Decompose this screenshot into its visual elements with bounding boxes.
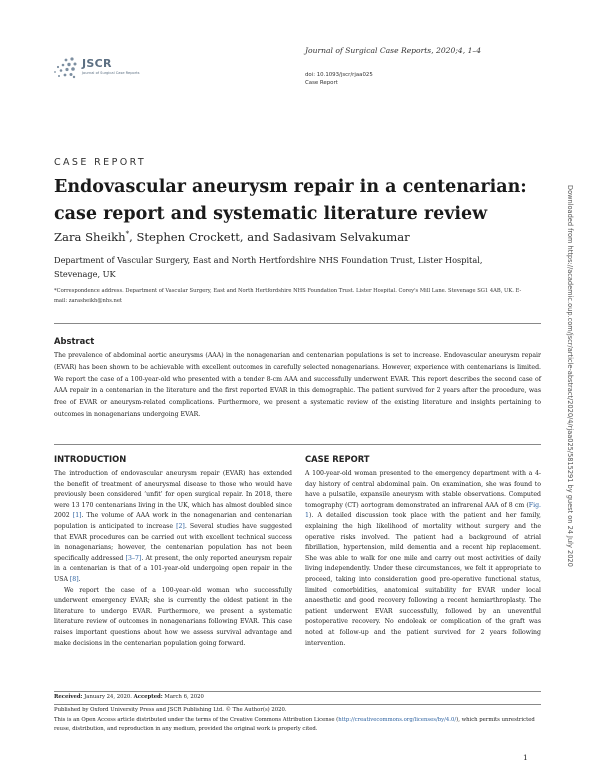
- download-stamp: [562, 185, 576, 575]
- logo-text: JSCR: [82, 57, 112, 70]
- journal-logo: [52, 54, 162, 82]
- page-number: 1: [523, 753, 528, 762]
- divider: [54, 323, 541, 324]
- first-author: Zara Sheikh: [54, 230, 126, 244]
- figure-link[interactable]: Fig. 1: [305, 501, 541, 520]
- abstract-heading: Abstract: [54, 336, 95, 346]
- other-authors: , Stephen Crockett, and Sadasivam Selvakumar: [129, 230, 410, 244]
- introduction-paragraph: [54, 469, 292, 586]
- introduction-body: [54, 469, 292, 649]
- case-report-heading: CASE REPORT: [305, 454, 370, 464]
- accepted-date: March 6, 2020: [162, 694, 204, 700]
- citation-link[interactable]: [1]: [72, 512, 82, 520]
- correspondence: *Correspondence address. Department of Vascular Surgery, East and North Hertfordshire NHS Foundation Trust. Lister Hospital. Corey's Mill Lane. Stevenage SG1 4AB, UK. E-mail: zarasheikh@nhs.net: [54, 288, 522, 304]
- text-run: A 100-year-old woman presented to the emergency department with a 4-day history of central abdominal pain. On examination, she was found to have a pulsatile, expansile aneurysm with stable observations. Computed tomography (CT) aortogram demonstrated an infrarenal AAA of 8 cm (: [305, 470, 541, 509]
- article-dates: [54, 693, 541, 702]
- text-run: . At present, the only reported aneurysm repair in a centenarian is that of a 101-year-old undergoing open repair in the USA: [54, 554, 292, 583]
- article-title: Endovascular aneurysm repair in a centenarian: case report and systematic literature review: [54, 177, 527, 224]
- text-run: This is an Open Access article distributed under the terms of the Creative Commons Attribution License (: [54, 717, 339, 723]
- abstract-text: The prevalence of abdominal aortic aneurysms (AAA) in the nonagenarian and centenarian populations is set to increase. Endovascular aneurysm repair (EVAR) has been shown to be achievable with excellent outcomes in carefully selected nonagenarians. However, experience with centenarians is limited. We report the case of a 100-year-old who presented with a tender 8-cm AAA and successfully underwent EVAR. This report describes the second case of AAA repair in a centenarian in the literature and the first reported EVAR in this demographic. The patient survived for 2 years after the procedure, was free of EVAR or aneurysm-related complications. Furthermore, we present a systematic review of the existing literature and insights pertaining to outcomes in nonagenarians undergoing EVAR.: [54, 352, 541, 418]
- citation-link[interactable]: [3–7]: [125, 554, 142, 562]
- text-run: . Several studies have suggested that EVAR procedures can be carried out with excellent technical success in nonagenarians; however, the centenarian population has not been specifically addressed: [54, 522, 292, 562]
- accepted-label: Accepted:: [133, 694, 163, 700]
- case-report-body: [305, 469, 541, 649]
- doi: doi: 10.1093/jscr/rjaa025: [305, 72, 373, 78]
- article-label: CASE REPORT: [54, 157, 147, 168]
- text-run: The introduction of endovascular aneurysm repair (EVAR) has extended the benefit of treatment of aneurysmal disease to those who would have previously been considered ‘unfit’ for open surgical repair. In 2018, there were 13 170 centenarians living in the UK, which has almost doubled since 2002: [54, 470, 292, 520]
- logo-dots-icon: [52, 56, 78, 80]
- article-type: Case Report: [305, 80, 338, 86]
- text-run: . The volume of AAA work in the nonagenarian and centenarian population is anticipated to increase: [54, 512, 292, 530]
- journal-reference: Journal of Surgical Case Reports, 2020;4, 1–4: [305, 46, 482, 55]
- divider: [54, 691, 541, 692]
- text-run: ). A detailed discussion took place with the patient and her family, explaining the high likelihood of mortality without surgery and the operative risks involved. The patient had a background of atrial fibrillation, hypertension, mild dementia and a recent hip replacement. She was able to walk for one mile and carry out most activities of daily living independently. Under these circumstances, we felt it appropriate to proceed, taking into consideration good pre-operative functional status, limited comorbidities, anatomical suitability for EVAR under local anaesthetic and good recovery following a recent hemiarthroplasty. The patient underwent EVAR successfully, followed by an uneventful postoperative recovery. No endoleak or complication of the graft was noted at follow-up and the patient survived for 2 years following intervention.: [305, 512, 541, 647]
- divider: [54, 704, 541, 705]
- received-label: Received:: [54, 694, 83, 700]
- citation-link[interactable]: [8]: [69, 575, 79, 583]
- publisher-line: Published by Oxford University Press and JSCR Publishing Ltd. © The Author(s) 2020.: [54, 707, 287, 713]
- license-statement: [54, 716, 541, 735]
- affiliation: Department of Vascular Surgery, East and North Hertfordshire NHS Foundation Trust, Lister Hospital, Stevenage, UK: [54, 255, 483, 279]
- citation-link[interactable]: [2]: [176, 522, 185, 530]
- license-link[interactable]: http://creativecommons.org/licenses/by/4.0/: [338, 717, 457, 723]
- case-report-paragraph: [305, 469, 541, 649]
- divider: [54, 444, 541, 445]
- introduction-heading: INTRODUCTION: [54, 454, 127, 464]
- logo-subtitle: Journal of Surgical Case Reports: [82, 71, 140, 75]
- text-run: ), which permits unrestricted reuse, distribution, and reproduction in any medium, provided the original work is properly cited.: [54, 717, 535, 733]
- text-run: .: [78, 575, 81, 583]
- authors: [54, 230, 410, 244]
- download-stamp-text: Downloaded from https://academic.oup.com/jscr/article-abstract/2020/4/rjaa025/5815291 by guest on 24 July 2020: [566, 185, 574, 567]
- introduction-paragraph: We report the case of a 100-year-old woman who successfully underwent emergency EVAR; she is currently the oldest patient in the literature to undergo EVAR. Furthermore, we present a systematic literature review of outcomes in nonagenarians following EVAR. This case raises important questions about how we assess survival advantage and make decisions in the centenarian population going forward.: [54, 586, 292, 647]
- corresponding-mark: *: [125, 230, 130, 239]
- received-date: January 24, 2020.: [82, 694, 134, 700]
